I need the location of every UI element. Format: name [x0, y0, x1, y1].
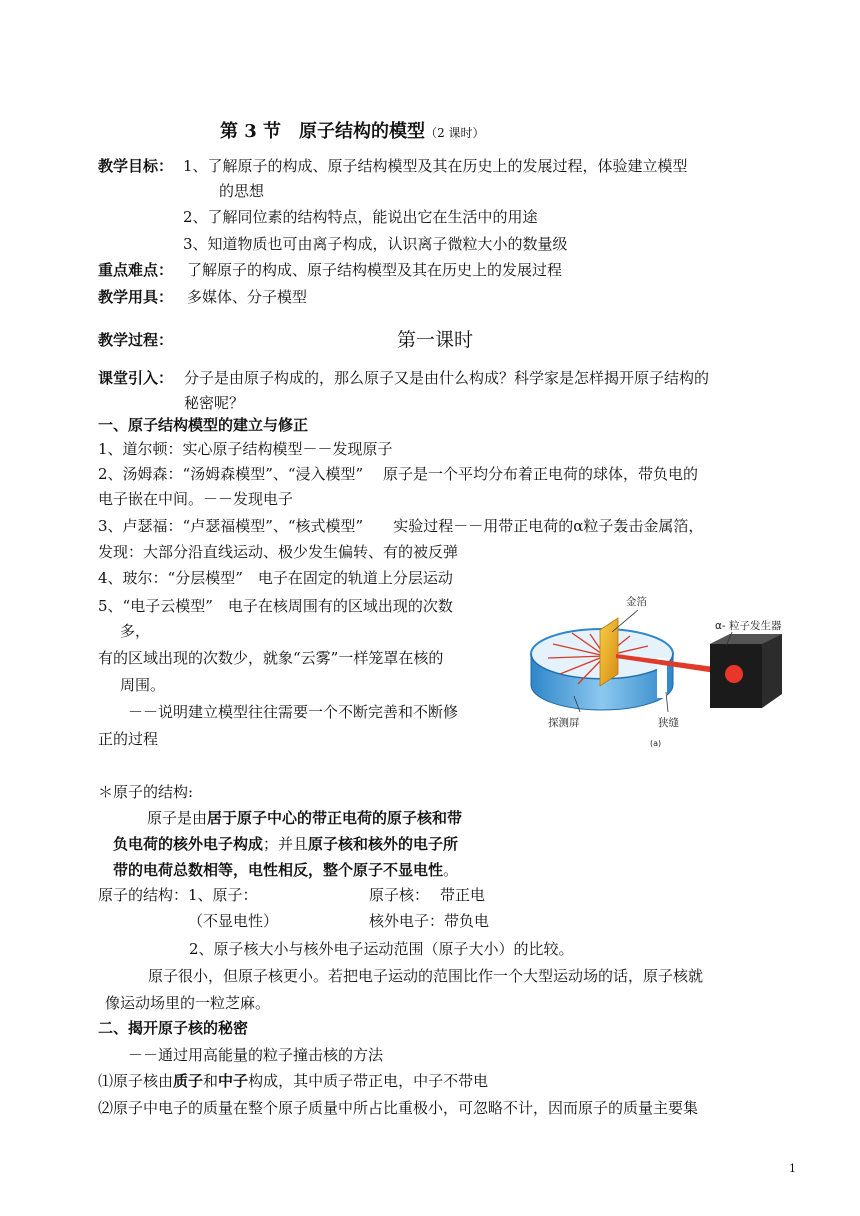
figure-caption: (a) — [650, 739, 662, 748]
gold-foil — [600, 618, 618, 686]
electron-charge: 核外电子：带负电 — [369, 912, 490, 930]
objective-1: 1、了解原子的构成、原子结构模型及其在历史上的发展过程，体验建立模型 — [183, 157, 688, 175]
page-number: 1 — [789, 1162, 796, 1175]
size-para: 原子很小，但原子核更小。若把电子运动的范围比作一个大型运动场的话，原子核就 — [148, 967, 704, 985]
cloud-line-c: 有的区域出现的次数少，就象“云雾”一样笼罩在核的 — [98, 649, 444, 667]
structure-heading: ＊原子的结构: — [98, 783, 194, 801]
size-para-cont: 像运动场里的一粒芝麻。 — [105, 994, 271, 1012]
objectives-label: 教学目标： — [98, 157, 174, 175]
cloud-line-d: 周围。 — [120, 676, 166, 694]
alpha-emitter-box — [710, 634, 782, 708]
bohr-line: 4、玻尔：“分层模型” 电子在固定的轨道上分层运动 — [98, 569, 453, 587]
intro-label: 课堂引入： — [98, 369, 174, 387]
rutherford-experiment-figure — [520, 588, 788, 754]
keypoints-label: 重点难点： — [98, 261, 174, 279]
thomson-line: 2、汤姆森：“汤姆森模型”、“浸入模型” 原子是一个平均分布着正电荷的球体，带负电的 — [98, 465, 698, 483]
section1-heading: 一、原子结构模型的建立与修正 — [98, 416, 309, 434]
rutherford-line: 3、卢瑟福：“卢瑟福模型”、“核式模型” 实验过程－－用带正电荷的α粒子轰击金属箔， — [98, 517, 704, 535]
neutral-note: （不显电性） — [188, 912, 279, 930]
structure-para-2: 负电荷的核外电子构成；并且原子核和核外的电子所 — [113, 835, 459, 853]
lesson-title: 第一课时 — [397, 329, 474, 351]
nucleus-label: 原子核： — [369, 886, 430, 904]
tools-text: 多媒体、分子模型 — [187, 288, 308, 306]
structure-para-1: 原子是由居于原子中心的带正电荷的原子核和带 — [147, 809, 463, 827]
model-note: －－说明建立模型往往需要一个不断完善和不断修 — [128, 703, 459, 721]
rutherford-line-cont: 发现：大部分沿直线运动、极少发生偏转、有的被反弹 — [98, 543, 459, 561]
cloud-line-b: 多， — [120, 622, 151, 640]
keypoints-text: 了解原子的构成、原子结构模型及其在历史上的发展过程 — [187, 261, 563, 279]
structure-para-3: 带的电荷总数相等，电性相反，整个原子不显电性。 — [113, 861, 459, 879]
model-note-cont: 正的过程 — [98, 730, 159, 748]
nucleus-charge: 带正电 — [440, 886, 486, 904]
intro-text-cont: 秘密呢？ — [184, 394, 245, 412]
cloud-line: 5、“电子云模型” 电子在核周围有的区域出现的次数 — [98, 597, 453, 615]
intro-text: 分子是由原子构成的，那么原子又是由什么构成？科学家是怎样揭开原子结构的 — [184, 369, 710, 387]
tools-label: 教学用具： — [98, 288, 174, 306]
size-compare-line: 2、原子核大小与核外电子运动范围（原子大小）的比较。 — [189, 940, 574, 958]
gold-foil-label: 金箔 — [626, 596, 647, 608]
section2-point-2: ⑵原子中电子的质量在整个原子质量中所占比重极小，可忽略不计，因而原子的质量主要集 — [98, 1099, 699, 1117]
slit-label: 狭缝 — [658, 717, 679, 729]
title-note: （2 课时） — [425, 126, 485, 140]
dalton-line: 1、道尔顿：实心原子结构模型－－发现原子 — [98, 440, 393, 458]
thomson-line-cont: 电子嵌在中间。－－发现电子 — [98, 490, 294, 508]
objective-3: 3、知道物质也可由离子构成，认识离子微粒大小的数量级 — [183, 235, 568, 253]
process-label: 教学过程： — [98, 331, 174, 349]
section2-heading: 二、揭开原子核的秘密 — [98, 1019, 249, 1037]
emitter-label: α- 粒子发生器 — [715, 620, 782, 632]
objective-2: 2、了解同位素的结构特点，能说出它在生活中的用途 — [183, 208, 538, 226]
structure-row-1-label: 原子的结构：1、原子： — [98, 886, 258, 904]
page-title: 第 3 节 原子结构的模型（2 课时） — [220, 121, 485, 142]
objective-1-cont: 的思想 — [219, 182, 265, 200]
section2-point-1: ⑴原子核由质子和中子构成，其中质子带正电，中子不带电 — [98, 1072, 489, 1090]
screen-label: 探测屏 — [548, 717, 580, 729]
section2-method: －－通过用高能量的粒子撞击核的方法 — [128, 1046, 384, 1064]
